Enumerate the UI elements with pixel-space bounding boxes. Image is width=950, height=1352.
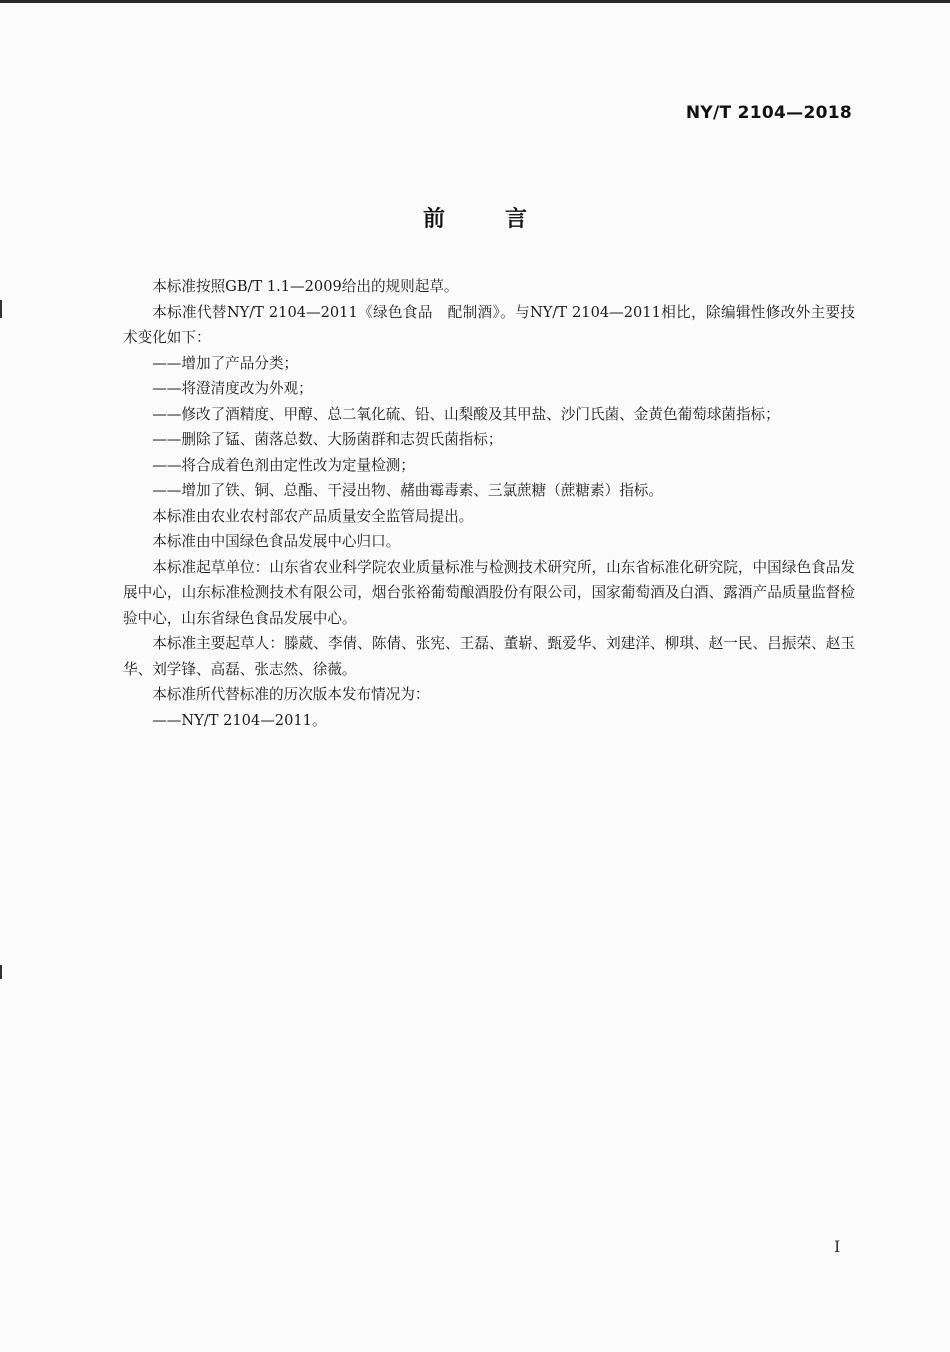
scan-top-edge (0, 0, 950, 3)
page-number: I (834, 1237, 841, 1256)
paragraph: 本标准由中国绿色食品发展中心归口。 (152, 533, 401, 550)
list-item: ——将合成着色剂由定性改为定量检测； (152, 456, 415, 474)
paragraph: 本标准主要起草人：滕葳、李倩、陈倩、张宪、王磊、董崭、甄爱华、刘建洋、柳琪、赵一民、吕振荣、赵玉华、刘学锋、高磊、张志然、徐薇。 (123, 635, 855, 678)
list-item: ——修改了酒精度、甲醇、总二氧化硫、铅、山梨酸及其甲盐、沙门氏菌、金黄色葡萄球菌指标； (152, 405, 780, 423)
list-item: ——增加了产品分类； (152, 354, 299, 372)
foreword-body (123, 274, 855, 733)
paragraph: 本标准所代替标准的历次版本发布情况为： (152, 686, 430, 703)
paragraph: 本标准代替NY/T 2104—2011《绿色食品 配制酒》。与NY/T 2104—2011相比，除编辑性修改外主要技术变化如下： (123, 303, 855, 346)
scan-left-mark (0, 965, 2, 979)
paragraph: 本标准按照GB/T 1.1—2009给出的规则起草。 (152, 278, 459, 295)
list-item: ——NY/T 2104—2011。 (152, 711, 327, 729)
scan-left-mark (0, 300, 2, 318)
list-item: ——删除了锰、菌落总数、大肠菌群和志贺氏菌指标； (152, 431, 503, 448)
paragraph: 本标准由农业农村部农产品质量安全监管局提出。 (152, 507, 474, 525)
paragraph: 本标准起草单位：山东省农业科学院农业质量标准与检测技术研究所，山东省标准化研究院，中国绿色食品发展中心，山东标准检测技术有限公司，烟台张裕葡萄酿酒股份有限公司，国家葡萄酒及白酒、露酒产品质量监督检验中心，山东省绿色食品发展中心。 (123, 558, 855, 627)
list-item: ——增加了铁、铜、总酯、干浸出物、赭曲霉毒素、三氯蔗糖（蔗糖素）指标。 (152, 482, 663, 499)
standard-number: NY/T 2104—2018 (685, 103, 852, 123)
page-title: 前言 (422, 207, 587, 232)
list-item: ——将澄清度改为外观； (152, 380, 313, 397)
